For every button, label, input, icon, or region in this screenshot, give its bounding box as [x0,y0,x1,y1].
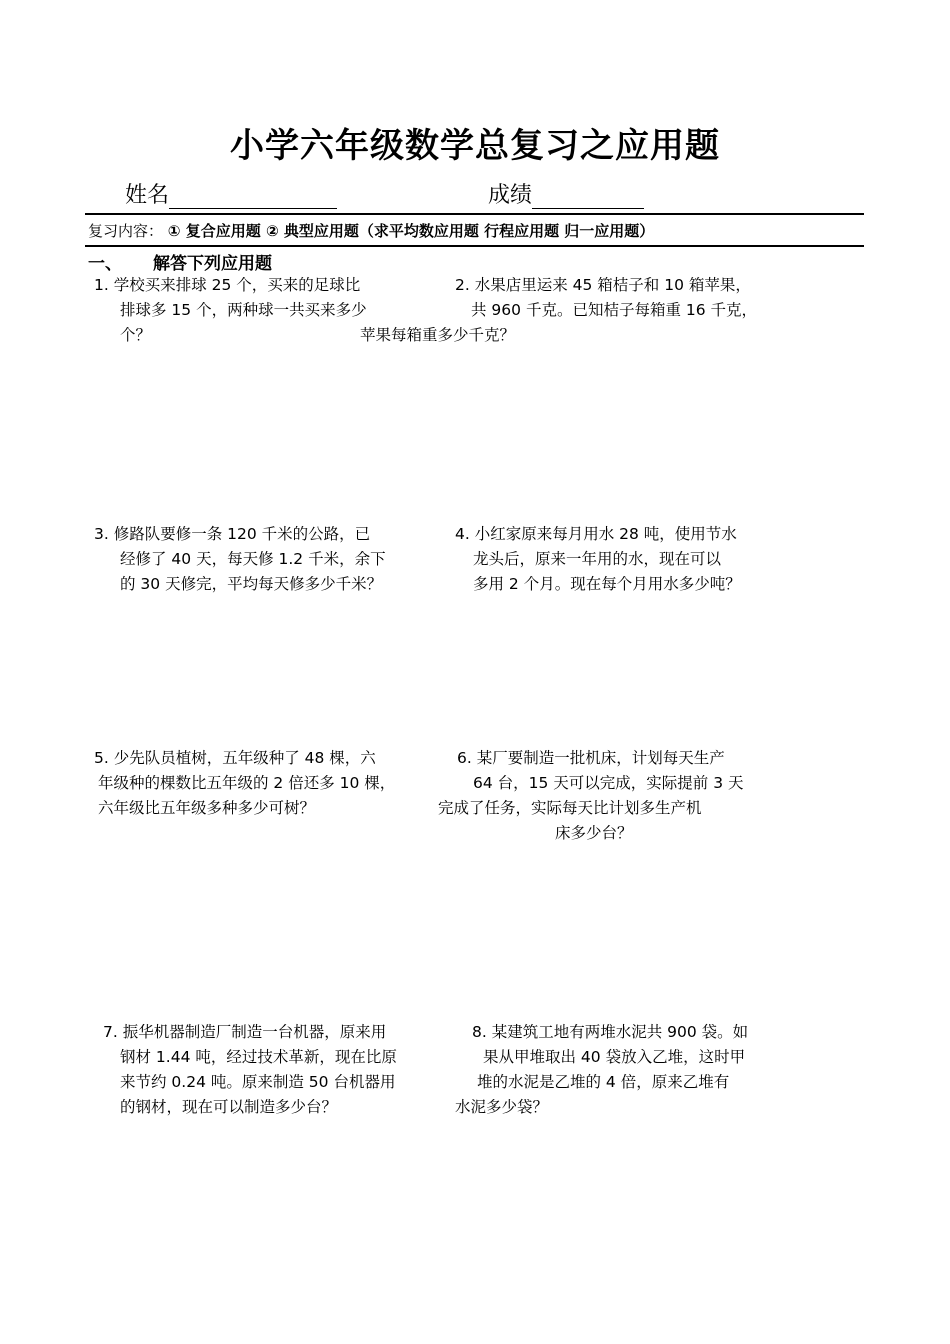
question-line: 果从甲堆取出 40 袋放入乙堆，这时甲 [483,1048,746,1066]
question-line: 床多少台？ [555,824,633,842]
question-4 [455,522,741,597]
question-line: 4. 小红家原来每月用水 28 吨，使用节水 [455,525,737,543]
score-field[interactable] [488,178,644,209]
review-label: 复习内容： [88,222,164,240]
question-line: 64 台，15 天可以完成，实际提前 3 天 [473,774,744,792]
question-line: 8. 某建筑工地有两堆水泥共 900 袋。如 [472,1023,749,1041]
question-line: 共 960 千克。已知桔子每箱重 16 千克， [471,301,758,319]
question-6 [457,746,744,796]
question-7 [103,1020,397,1120]
question-line: 年级种的棵数比五年级的 2 倍还多 10 棵， [98,774,396,792]
question-line: 的钢材，现在可以制造多少台？ [120,1098,338,1116]
question-line: 的 30 天修完，平均每天修多少千米？ [120,575,383,593]
question-line: 排球多 15 个，两种球一共买来多少 [120,301,367,319]
score-label: 成绩 [488,183,533,208]
review-items: ① 复合应用题 ② 典型应用题（求平均数应用题 行程应用题 归一应用题） [167,222,655,240]
question-5 [94,746,395,821]
question-line: 个？ [120,326,152,344]
question-line: 经修了 40 天，每天修 1.2 千米，余下 [120,550,386,568]
question-line: 2. 水果店里运来 45 箱桔子和 10 箱苹果， [455,276,751,294]
section-title: 解答下列应用题 [153,254,272,274]
question-line: 5. 少先队员植树，五年级种了 48 棵，六 [94,749,376,767]
question-line: 苹果每箱重多少千克？ [360,326,516,344]
question-line: 六年级比五年级多种多少可树？ [98,799,316,817]
question-3 [94,522,386,597]
question-2 [455,273,757,323]
section-number: 一、 [88,254,122,274]
question-line: 1. 学校买来排球 25 个，买来的足球比 [94,276,361,294]
question-line: 7. 振华机器制造厂制造一台机器，原来用 [103,1023,387,1041]
question-8 [472,1020,748,1095]
section-heading [88,249,272,274]
question-1 [94,273,367,348]
question-line: 来节约 0.24 吨。原来制造 50 台机器用 [120,1073,396,1091]
question-line: 3. 修路队要修一条 120 千米的公路，已 [94,525,371,543]
question-line: 钢材 1.44 吨，经过技术革新，现在比原 [120,1048,397,1066]
question-line: 6. 某厂要制造一批机床，计划每天生产 [457,749,725,767]
question-line: 水泥多少袋？ [455,1098,549,1116]
bottom-divider [85,245,864,247]
review-content [88,220,654,241]
question-line: 多用 2 个月。现在每个月用水多少吨？ [473,575,741,593]
name-label: 姓名 [125,183,170,208]
question-line: 堆的水泥是乙堆的 4 倍，原来乙堆有 [477,1073,730,1091]
name-blank[interactable] [169,186,337,209]
top-divider [85,213,864,215]
name-field[interactable] [125,178,337,209]
question-line: 龙头后，原来一年用的水，现在可以 [473,550,722,568]
question-line: 完成了任务，实际每天比计划多生产机 [438,799,702,817]
score-blank[interactable] [532,186,644,209]
page-title: 小学六年级数学总复习之应用题 [230,126,720,166]
